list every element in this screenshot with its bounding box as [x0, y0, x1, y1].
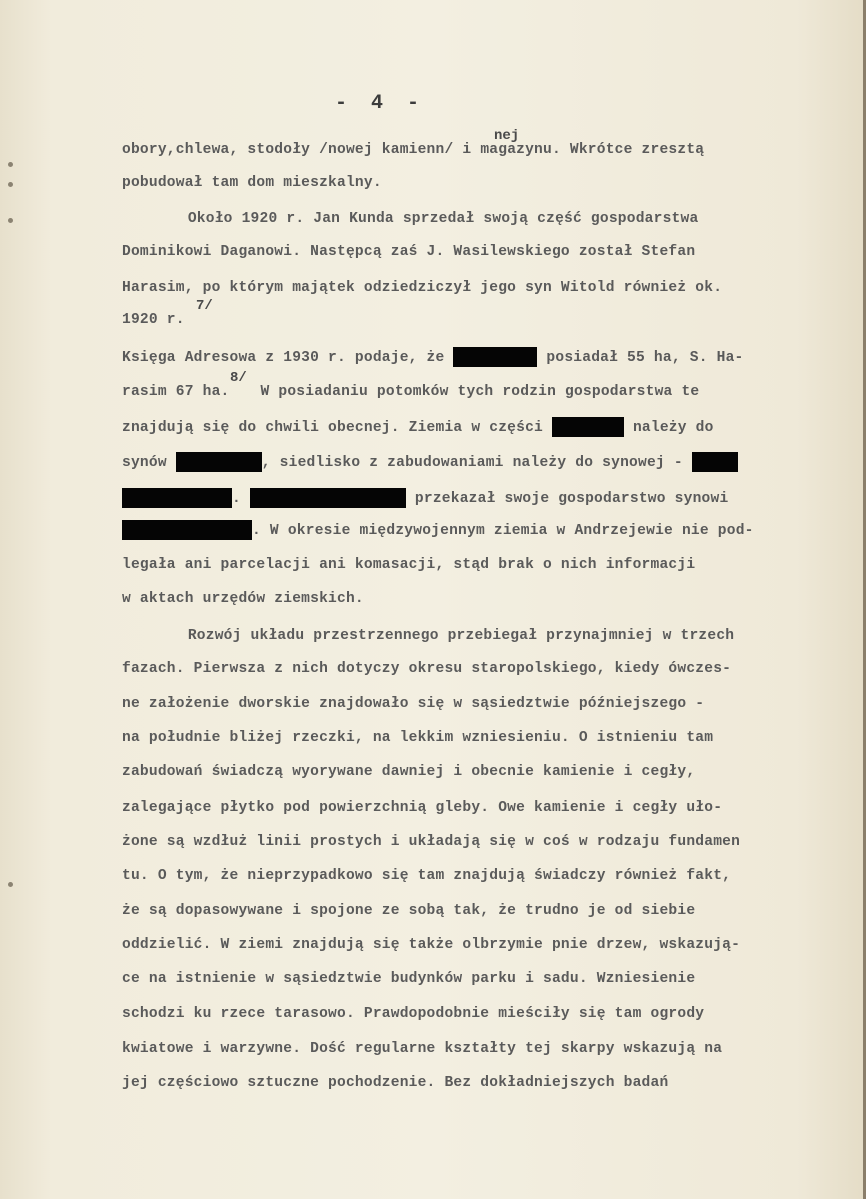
redaction-box [453, 347, 537, 367]
text-line: zalegające płytko pod powierzchnią gleby. Owe kamienie i cegły uło- [122, 800, 723, 816]
text-line: kwiatowe i warzywne. Dość regularne kształty tej skarpy wskazują na [122, 1041, 723, 1057]
text-line: synów , siedlisko z zabudowaniami należy do synowej - [122, 452, 738, 472]
binder-hole-mark [8, 162, 13, 167]
text-line: obory,chlewa, stodoły /nowej kamienn/ i magazynu. Wkrótce zresztą [122, 142, 705, 158]
text-line: Harasim, po którym majątek odziedziczył jego syn Witold również ok. [122, 280, 723, 296]
text-line: w aktach urzędów ziemskich. [122, 591, 364, 607]
redaction-box [250, 488, 406, 508]
text-line: Księga Adresowa z 1930 r. podaje, że posiadał 55 ha, S. Ha- [122, 347, 744, 367]
binder-hole-mark [8, 218, 13, 223]
text-line: że są dopasowywane i spojone ze sobą tak, że trudno je od siebie [122, 903, 696, 919]
text-line: ne założenie dworskie znajdowało się w sąsiedztwie późniejszego - [122, 696, 705, 712]
text-line: ce na istnienie w sąsiedztwie budynków parku i sadu. Wzniesienie [122, 971, 696, 987]
redaction-box [176, 452, 262, 472]
footnote-mark: 8/ [230, 370, 247, 386]
binder-hole-mark [8, 882, 13, 887]
text-line: fazach. Pierwsza z nich dotyczy okresu staropolskiego, kiedy ówczes- [122, 661, 732, 677]
text-line: jej częściowo sztuczne pochodzenie. Bez dokładniejszych badań [122, 1075, 669, 1091]
text-line: Około 1920 r. Jan Kunda sprzedał swoją część gospodarstwa [152, 211, 699, 227]
text-line: . przekazał swoje gospodarstwo synowi [122, 488, 728, 508]
text-line: tu. O tym, że nieprzypadkowo się tam znajdują świadczy również fakt, [122, 868, 732, 884]
handwritten-insertion: nej [494, 128, 520, 144]
redaction-box [122, 520, 252, 540]
footnote-mark: 7/ [196, 298, 213, 314]
text-line: schodzi ku rzece tarasowo. Prawdopodobnie mieściły się tam ogrody [122, 1006, 705, 1022]
text-line: pobudował tam dom mieszkalny. [122, 175, 382, 191]
text-line: na południe bliżej rzeczki, na lekkim wzniesieniu. O istnieniu tam [122, 730, 714, 746]
text-line: Dominikowi Daganowi. Następcą zaś J. Wasilewskiego został Stefan [122, 244, 696, 260]
redaction-box [692, 452, 738, 472]
text-line: oddzielić. W ziemi znajdują się także olbrzymie pnie drzew, wskazują- [122, 937, 741, 953]
text-line: Rozwój układu przestrzennego przebiegał przynajmniej w trzech [152, 628, 735, 644]
redaction-box [552, 417, 624, 437]
text-line: zabudowań świadczą wyorywane dawniej i obecnie kamienie i cegły, [122, 764, 696, 780]
text-line: 1920 r. [122, 312, 185, 328]
binder-hole-mark [8, 182, 13, 187]
redaction-box [122, 488, 232, 508]
text-line: znajdują się do chwili obecnej. Ziemia w części należy do [122, 417, 714, 437]
page-number: - 4 - [334, 92, 425, 115]
text-line: legała ani parcelacji ani komasacji, stąd brak o nich informacji [122, 557, 696, 573]
text-line: rasim 67 ha. W posiadaniu potomków tych rodzin gospodarstwa te [122, 384, 700, 400]
text-line: żone są wzdłuż linii prostych i układają się w coś w rodzaju fundamen [122, 834, 741, 850]
text-line: . W okresie międzywojennym ziemia w Andrzejewie nie pod- [122, 520, 754, 540]
